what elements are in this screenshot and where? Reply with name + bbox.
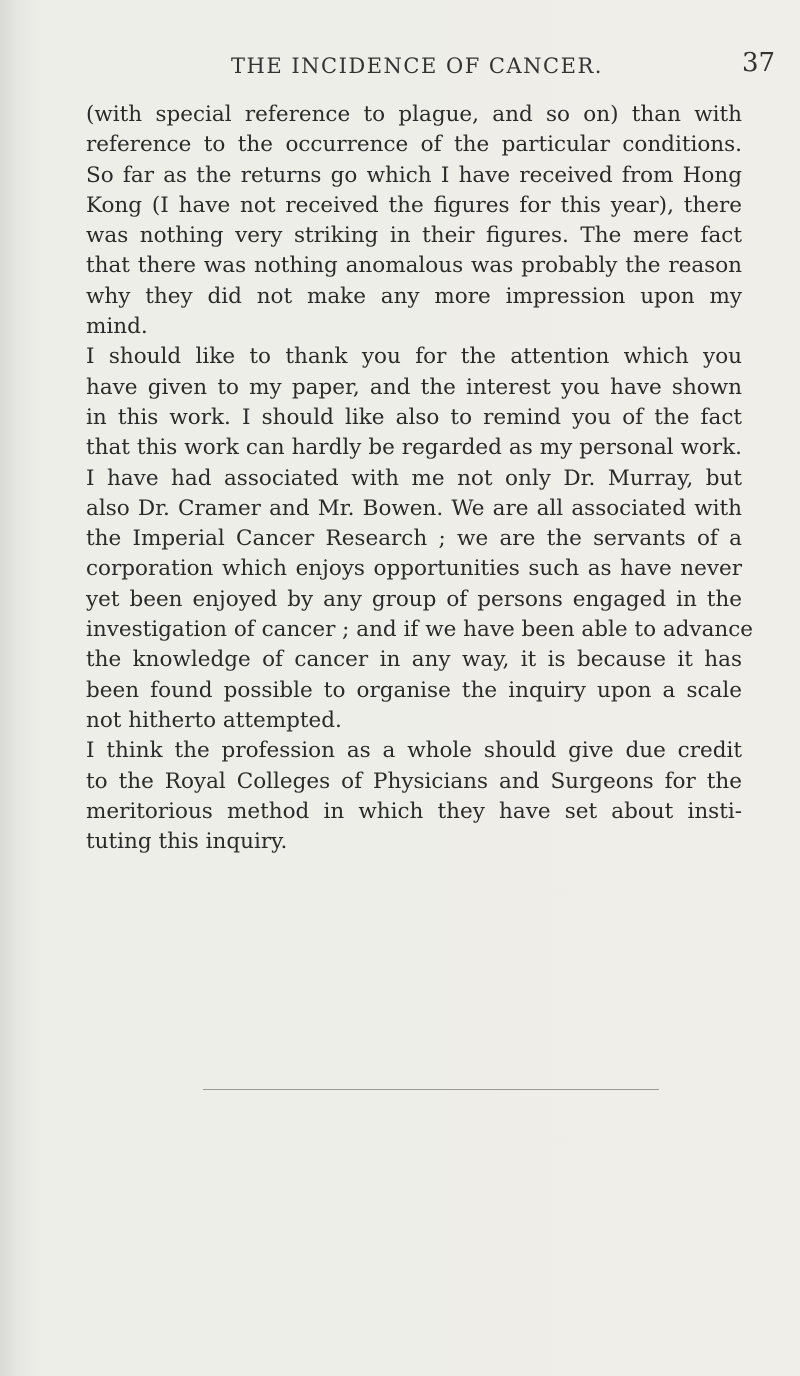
text-line: that this work can hardly be regarded as my personal work. xyxy=(86,435,742,461)
text-line: why they did not make any more impression upon my xyxy=(86,283,742,309)
text-line: been found possible to organise the inquiry upon a scale xyxy=(86,677,742,703)
text-line: So far as the returns go which I have received from Hong xyxy=(86,162,742,188)
text-line: tuting this inquiry. xyxy=(86,829,288,855)
page-number: 37 xyxy=(742,48,776,78)
running-head: THE INCIDENCE OF CANCER. xyxy=(231,54,603,78)
text-line: not hitherto attempted. xyxy=(86,707,342,733)
text-line: meritorious method in which they have set about insti- xyxy=(86,798,742,824)
text-line: that there was nothing anomalous was probably the reason xyxy=(86,253,742,279)
text-line: the Imperial Cancer Research ; we are the servants of a xyxy=(86,526,742,552)
text-line: I think the profession as a whole should give due credit xyxy=(86,738,742,764)
text-line: reference to the occurrence of the particular conditions. xyxy=(86,132,742,158)
text-line: the knowledge of cancer in any way, it is because it has xyxy=(86,647,742,673)
text-line: have given to my paper, and the interest you have shown xyxy=(86,374,742,400)
text-line: Kong (I have not received the figures for this year), there xyxy=(86,192,742,218)
body-text xyxy=(86,100,754,857)
text-line: I should like to thank you for the attention which you xyxy=(86,344,742,370)
text-line: mind. xyxy=(86,314,148,340)
horizontal-rule xyxy=(203,1089,659,1090)
text-line: yet been enjoyed by any group of persons engaged in the xyxy=(86,586,742,612)
text-line: I have had associated with me not only Dr. Murray, but xyxy=(86,465,742,491)
page-header xyxy=(0,48,800,82)
text-line: in this work. I should like also to remind you of the fact xyxy=(86,404,742,430)
text-line: (with special reference to plague, and so on) than with xyxy=(86,102,742,127)
text-line: corporation which enjoys opportunities such as have never xyxy=(86,556,742,582)
text-line: investigation of cancer ; and if we have been able to advance xyxy=(86,617,754,643)
text-line: also Dr. Cramer and Mr. Bowen. We are all associated with xyxy=(86,495,742,521)
text-line: to the Royal Colleges of Physicians and Surgeons for the xyxy=(86,768,742,794)
text-line: was nothing very striking in their figures. The mere fact xyxy=(86,223,742,249)
